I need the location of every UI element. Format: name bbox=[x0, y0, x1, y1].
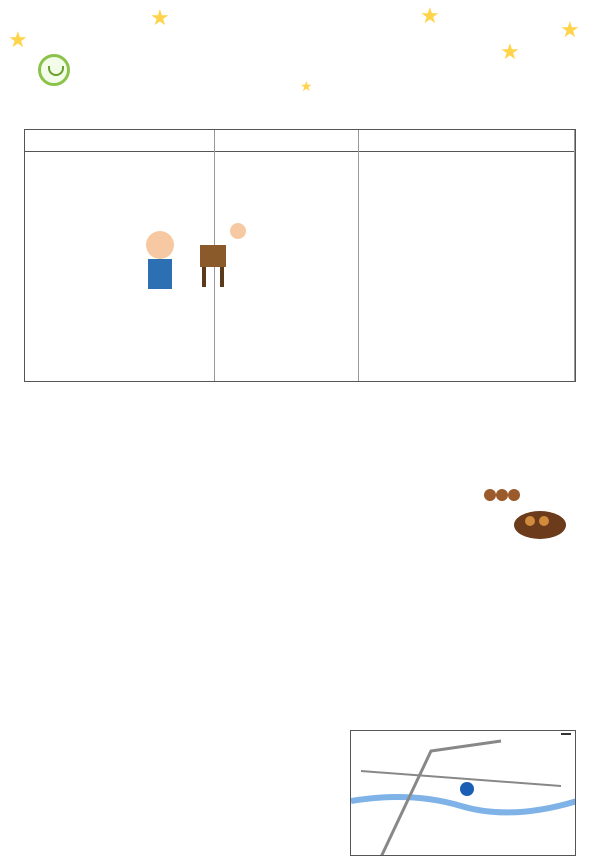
event-schedule-table bbox=[24, 129, 576, 382]
arena-stage-column bbox=[359, 130, 575, 381]
access-map bbox=[350, 730, 576, 856]
smile-logo-icon bbox=[38, 54, 70, 86]
arena-stage-header bbox=[359, 130, 574, 152]
multi-studio-header bbox=[215, 130, 358, 152]
mascot-illustration-icon bbox=[130, 215, 250, 295]
food-illustration-icon bbox=[470, 465, 570, 550]
map-roads-icon bbox=[351, 731, 576, 856]
page-title bbox=[80, 52, 84, 82]
poster-header: ★ ★ ★ ★ ★ ★ bbox=[0, 0, 600, 112]
map-title bbox=[561, 733, 571, 735]
izumi-hall-header bbox=[25, 130, 214, 152]
